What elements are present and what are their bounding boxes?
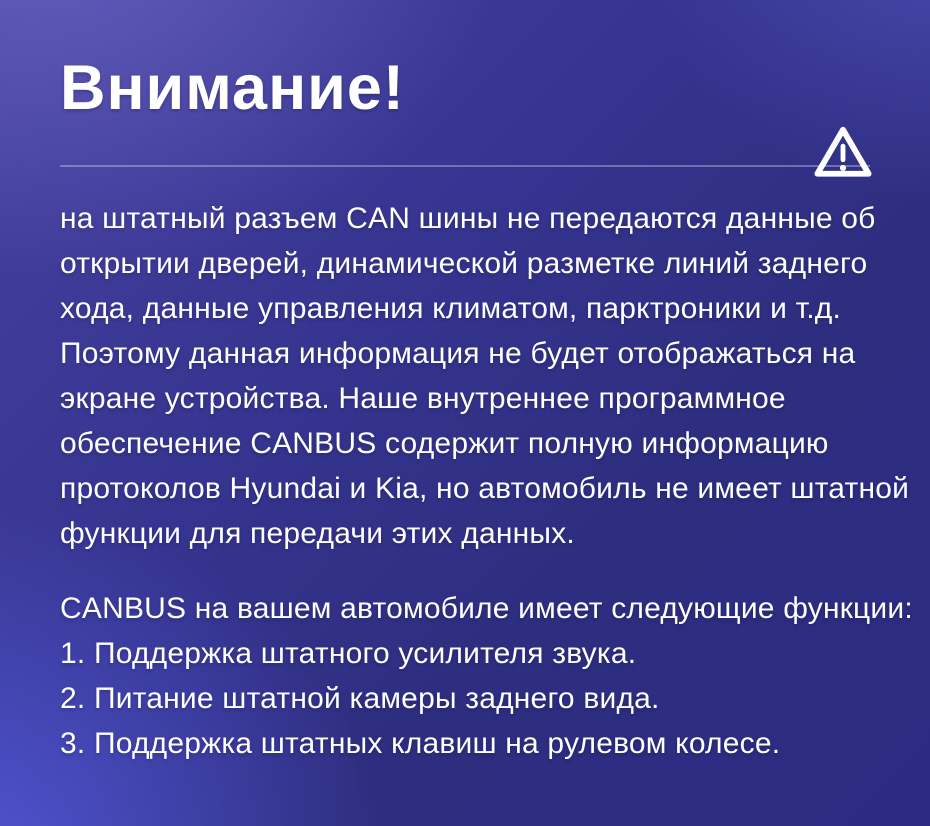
- canbus-functions: [60, 586, 913, 766]
- list-item: 1. Поддержка штатного усилителя звука.: [60, 637, 637, 670]
- text-line: открытии дверей, динамической разметке линий заднего: [60, 247, 868, 280]
- list-item: 3. Поддержка штатных клавиш на рулевом колесе.: [60, 727, 781, 760]
- text-line: Поэтому данная информация не будет отображаться на: [60, 337, 856, 370]
- text-line: функции для передачи этих данных.: [60, 517, 575, 550]
- text-line: хода, данные управления климатом, парктроники и т.д.: [60, 292, 841, 325]
- list-item: 2. Питание штатной камеры заднего вида.: [60, 682, 660, 715]
- main-paragraph: [60, 196, 910, 556]
- text-line: протоколов Hyundai и Kia, но автомобиль не имеет штатной: [60, 472, 910, 505]
- text-line: обеспечение CANBUS содержит полную информацию: [60, 427, 829, 460]
- slide-content: [0, 53, 930, 826]
- page-title: Внимание!: [60, 53, 405, 123]
- text-line: на штатный разъем CAN шины не передаются данные об: [60, 202, 876, 235]
- canbus-functions-intro: CANBUS на вашем автомобиле имеет следующие функции:: [60, 592, 913, 625]
- divider-line: [60, 165, 870, 167]
- warning-triangle-icon: [812, 123, 874, 181]
- text-line: экране устройства. Наше внутреннее программное: [60, 382, 786, 415]
